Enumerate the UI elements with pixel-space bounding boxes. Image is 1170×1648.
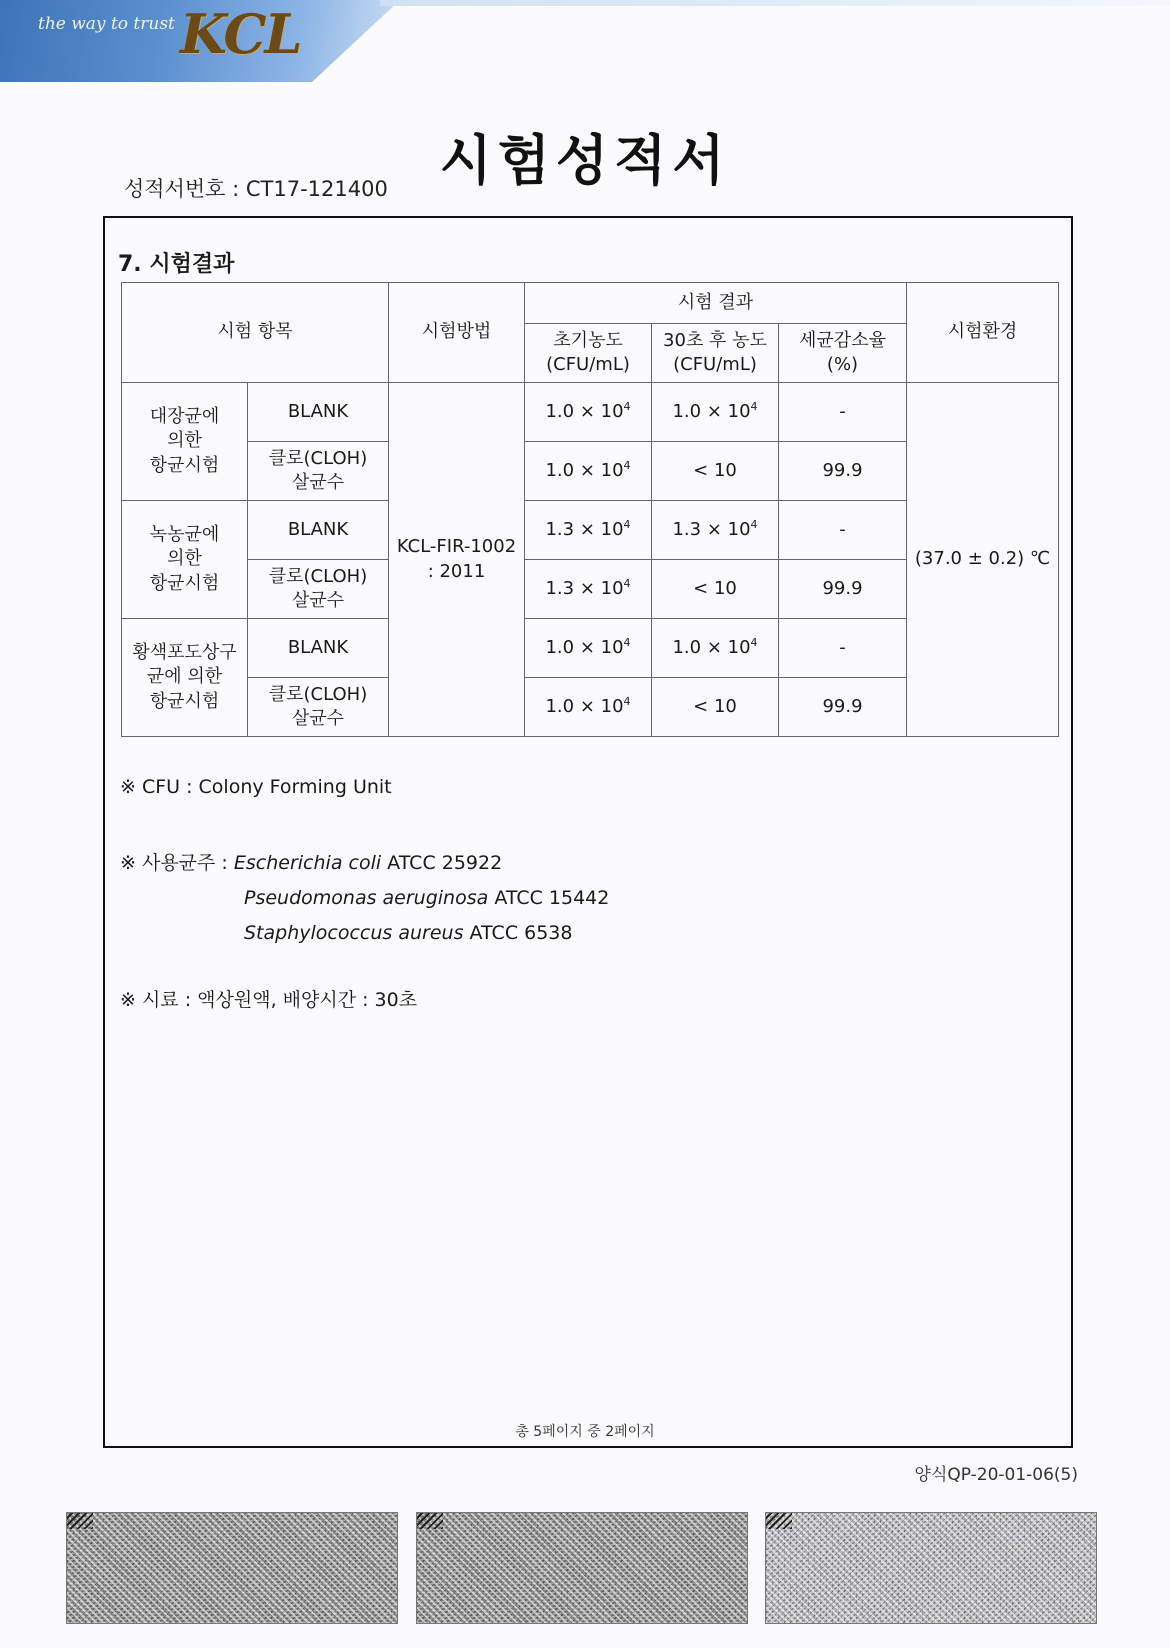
sample-note: ※ 시료 : 액상원액, 배양시간 : 30초 [120, 989, 418, 1011]
after-concentration: < 10 [652, 560, 779, 619]
strain-code: ATCC 25922 [387, 852, 503, 874]
after-concentration: < 10 [652, 678, 779, 737]
initial-concentration: $1.0 \times 10^4$ [525, 619, 652, 678]
sample-name: 클로(CLOH) 살균수 [248, 560, 389, 619]
document-title: 시험성적서 [439, 129, 731, 192]
sample-name: BLANK [248, 501, 389, 560]
initial-concentration: $1.3 \times 10^4$ [525, 501, 652, 560]
after-concentration: $1.3 \times 10^4$ [652, 501, 779, 560]
header-environment: 시험환경 [907, 283, 1059, 383]
table-row [122, 383, 1059, 442]
initial-concentration: $1.3 \times 10^4$ [525, 560, 652, 619]
header-method: 시험방법 [389, 283, 525, 383]
results-table [121, 282, 1059, 737]
header-reduction: 세균감소율 (%) [779, 324, 907, 383]
initial-concentration: $1.0 \times 10^4$ [525, 678, 652, 737]
after-concentration: $1.0 \times 10^4$ [652, 619, 779, 678]
test-environment: (37.0 ± 0.2) ℃ [907, 383, 1059, 737]
security-pattern [416, 1512, 748, 1624]
strain-species: Escherichia coli [233, 852, 382, 874]
strains-note [120, 846, 609, 951]
hatch-mark [766, 1513, 792, 1529]
after-concentration: $1.0 \times 10^4$ [652, 383, 779, 442]
reduction-rate: - [779, 501, 907, 560]
certificate-number: 성적서번호 : CT17-121400 [124, 177, 388, 201]
test-item-name: 대장균에 의한 항균시험 [122, 383, 248, 501]
strain-line: Staphylococcus aureus ATCC 6538 [244, 922, 573, 944]
cfu-note: ※ CFU : Colony Forming Unit [120, 776, 392, 798]
reduction-rate: - [779, 383, 907, 442]
logo-tagline: the way to trust [38, 14, 175, 34]
page-number: 총 5페이지 중 2페이지 [515, 1424, 655, 1440]
sample-name: BLANK [248, 619, 389, 678]
test-item-name: 녹농균에 의한 항균시험 [122, 501, 248, 619]
header-item: 시험 항목 [122, 283, 389, 383]
header-after: 30초 후 농도 (CFU/mL) [652, 324, 779, 383]
strain-line: Pseudomonas aeruginosa ATCC 15442 [244, 887, 610, 909]
kcl-logo: KCL [180, 2, 301, 66]
header-line [380, 0, 1170, 6]
reduction-rate: 99.9 [779, 442, 907, 501]
initial-concentration: $1.0 \times 10^4$ [525, 383, 652, 442]
hatch-mark [67, 1513, 93, 1529]
hatch-mark [417, 1513, 443, 1529]
security-pattern [765, 1512, 1097, 1624]
security-pattern [66, 1512, 398, 1624]
initial-concentration: $1.0 \times 10^4$ [525, 442, 652, 501]
reduction-rate: - [779, 619, 907, 678]
sample-name: BLANK [248, 383, 389, 442]
test-item-name: 황색포도상구 균에 의한 항균시험 [122, 619, 248, 737]
section-title: 7. 시험결과 [118, 252, 235, 277]
header-result: 시험 결과 [525, 283, 907, 324]
header-initial: 초기농도 (CFU/mL) [525, 324, 652, 383]
sample-name: 클로(CLOH) 살균수 [248, 678, 389, 737]
test-method: KCL-FIR-1002 : 2011 [389, 383, 525, 737]
reduction-rate: 99.9 [779, 678, 907, 737]
after-concentration: < 10 [652, 442, 779, 501]
sample-name: 클로(CLOH) 살균수 [248, 442, 389, 501]
strains-label: ※ 사용균주 : [120, 852, 228, 874]
reduction-rate: 99.9 [779, 560, 907, 619]
form-number: 양식QP-20-01-06(5) [914, 1465, 1078, 1485]
